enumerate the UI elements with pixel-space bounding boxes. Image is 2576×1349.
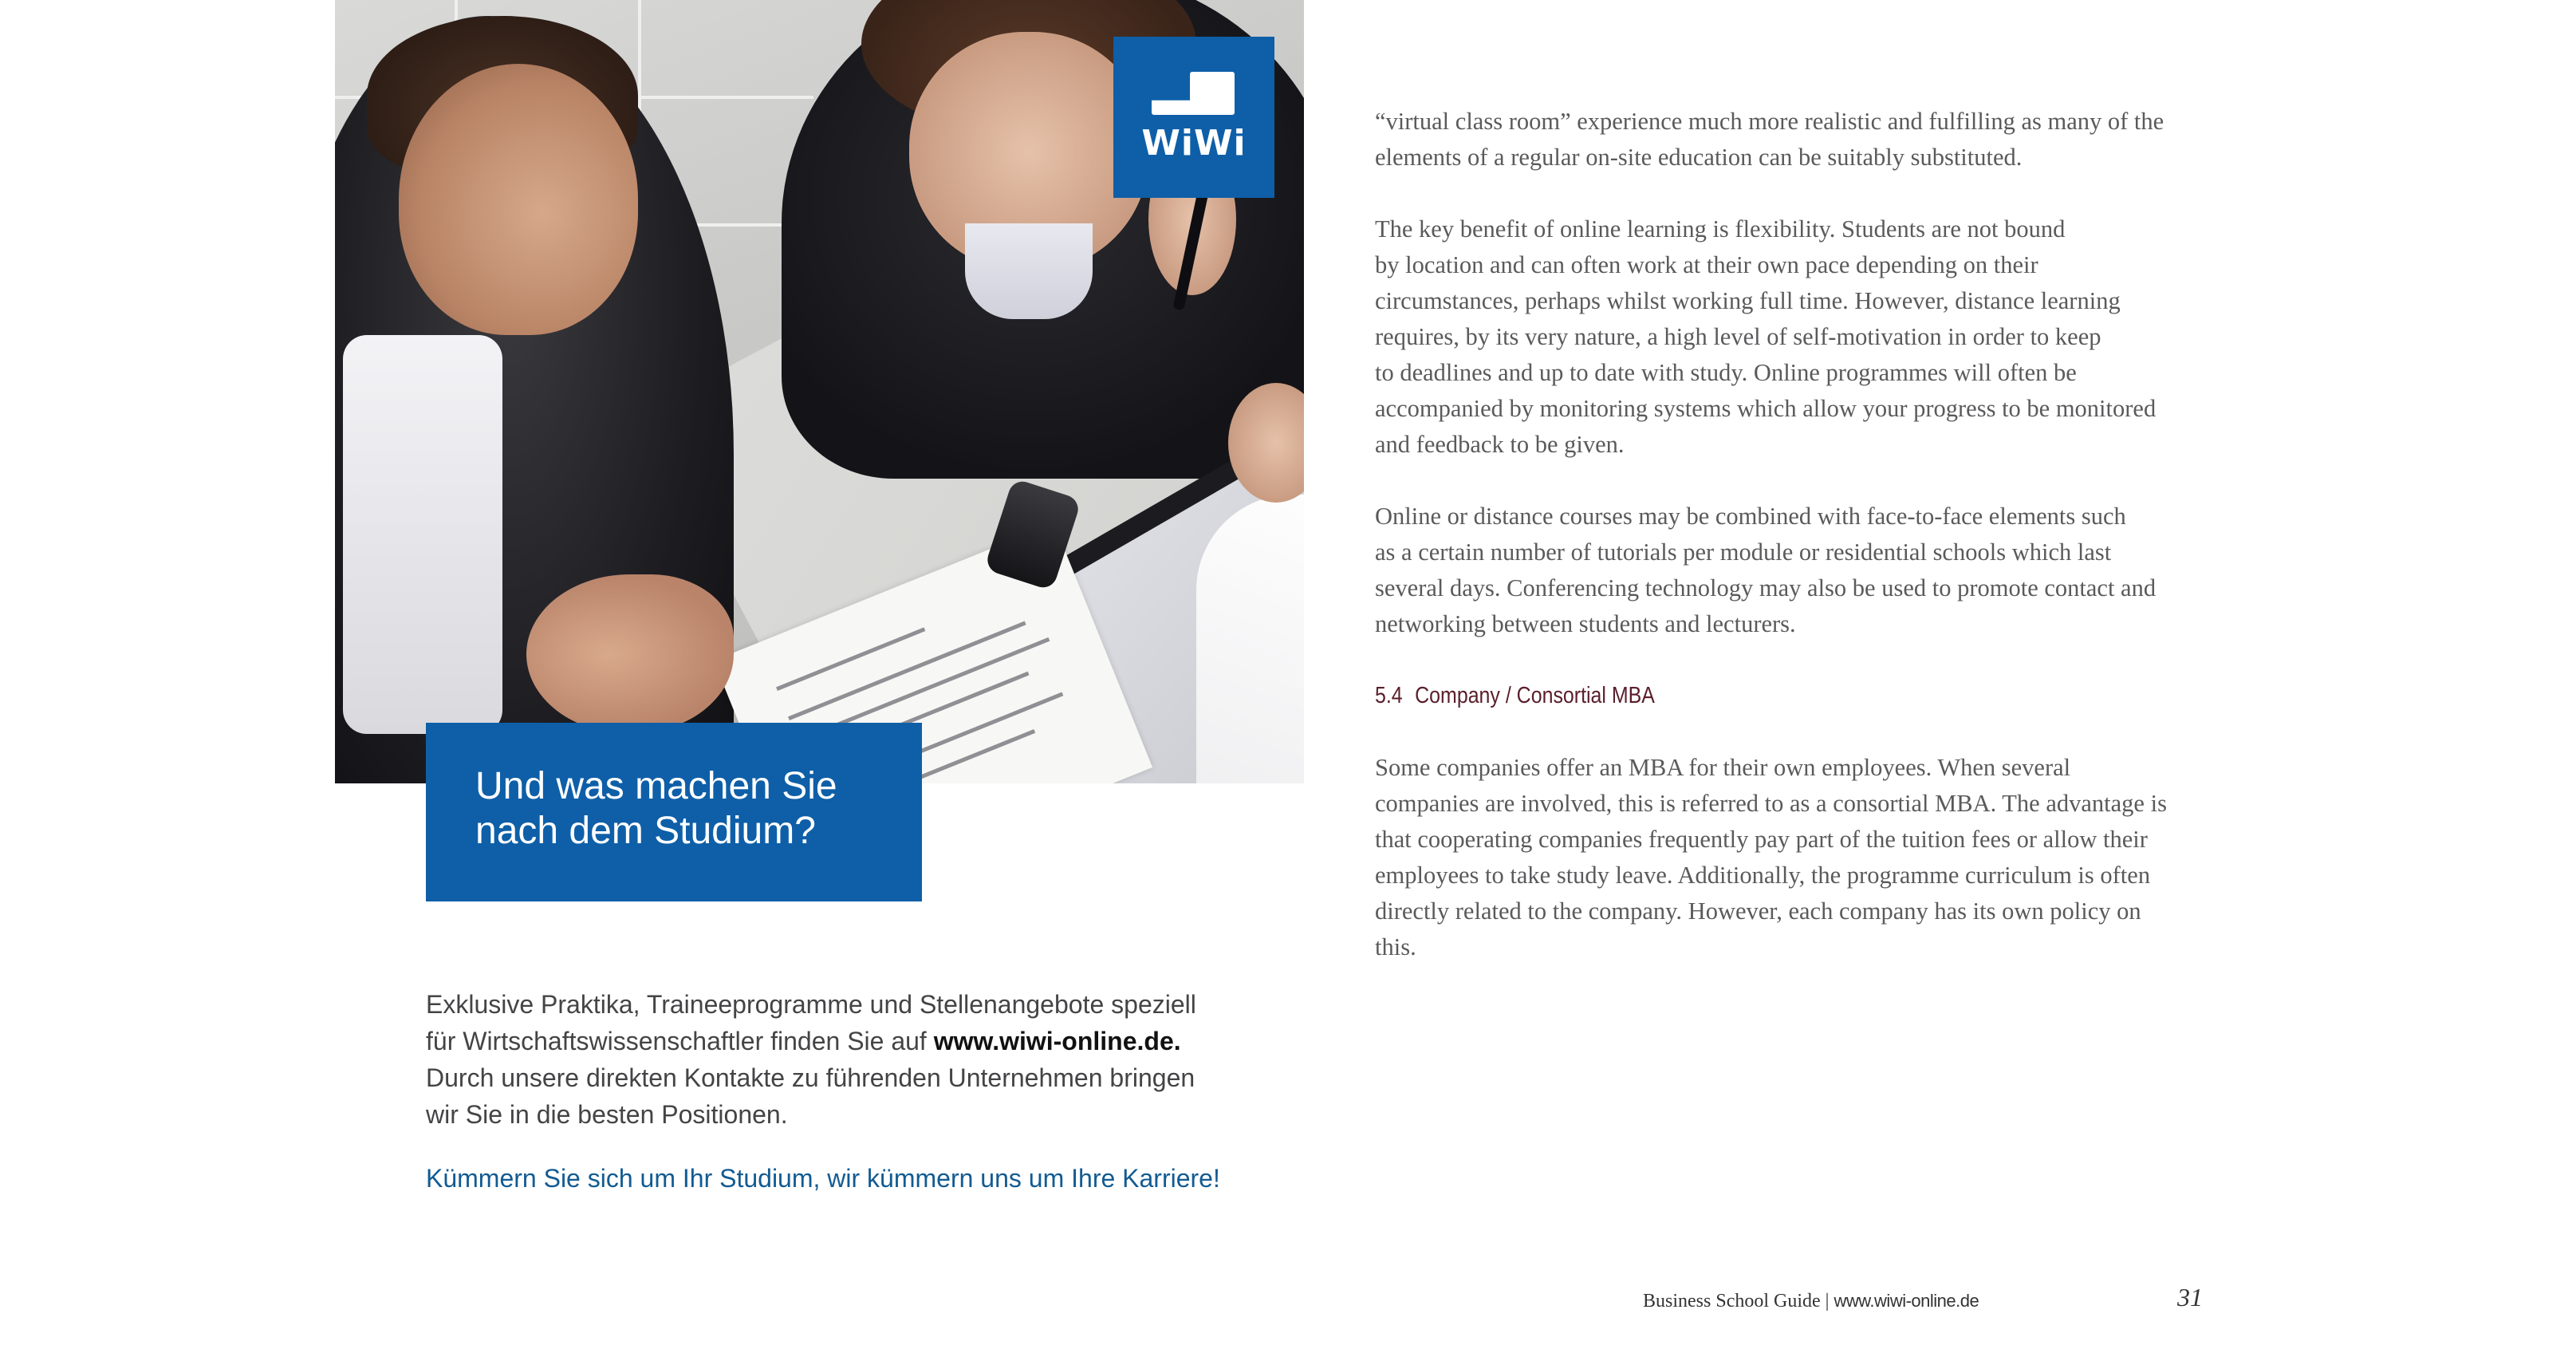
- article-line: Some companies offer an MBA for their own employees. When several: [1375, 754, 2071, 781]
- article-line: directly related to the company. However, each company has its own policy on: [1375, 897, 2141, 925]
- article-paragraph: [1375, 499, 2220, 642]
- article-line: companies are involved, this is referred to as a consortial MBA. The advantage is: [1375, 790, 2167, 817]
- article-line: employees to take study leave. Additionally, the programme curriculum is often: [1375, 862, 2151, 889]
- wiwi-logo-mark: [1152, 94, 1235, 115]
- ad-body-line: Durch unsere direkten Kontakte zu führenden Unternehmen bringen: [426, 1063, 1195, 1092]
- article-line: “virtual class room” experience much more realistic and fulfilling as many of the: [1375, 108, 2164, 135]
- article-line: accompanied by monitoring systems which allow your progress to be monitored: [1375, 395, 2157, 422]
- article-paragraph: [1375, 104, 2220, 176]
- article-line: that cooperating companies frequently pay part of the tuition fees or allow their: [1375, 826, 2148, 853]
- article-paragraph: [1375, 750, 2220, 965]
- article-line: The key benefit of online learning is flexibility. Students are not bound: [1375, 215, 2066, 243]
- article-line: elements of a regular on-site education can be suitably substituted.: [1375, 144, 2023, 171]
- ad-body-line-text: für Wirtschaftswissenschaftler finden Sie auf: [426, 1027, 934, 1055]
- article-line: several days. Conferencing technology may also be used to promote contact and: [1375, 574, 2157, 602]
- ad-headline-line: Und was machen Sie: [475, 765, 837, 807]
- ad-headline: [426, 723, 922, 901]
- article-line: networking between students and lecturers.: [1375, 610, 1796, 637]
- article-line: Online or distance courses may be combined with face-to-face elements such: [1375, 503, 2126, 530]
- paper-sheet-right: [1196, 495, 1304, 783]
- wiwi-logo-text: WiWi: [1141, 123, 1247, 164]
- man-face: [399, 64, 638, 335]
- ad-body-line: Exklusive Praktika, Traineeprogramme und Stellenangebote speziell: [426, 990, 1196, 1019]
- article-line: circumstances, perhaps whilst working full time. However, distance learning: [1375, 287, 2121, 314]
- footer-guide-title: Business School Guide: [1643, 1291, 1821, 1312]
- footer-separator: |: [1825, 1291, 1830, 1312]
- section-number: 5.4: [1375, 683, 1403, 708]
- article-line: and feedback to be given.: [1375, 431, 1625, 458]
- article-line: by location and can often work at their own pace depending on their: [1375, 251, 2038, 278]
- ad-url-link[interactable]: www.wiwi-online.de.: [933, 1027, 1181, 1055]
- ad-body-line: wir Sie in die besten Positionen.: [426, 1100, 788, 1129]
- article-line: requires, by its very nature, a high level of self-motivation in order to keep: [1375, 323, 2101, 350]
- ad-headline-line: nach dem Studium?: [475, 810, 816, 852]
- article-paragraph: [1375, 211, 2220, 463]
- article-line: this.: [1375, 933, 1416, 960]
- article-line: to deadlines and up to date with study. Online programmes will often be: [1375, 359, 2077, 386]
- article-line: as a certain number of tutorials per module or residential schools which last: [1375, 538, 2112, 566]
- man-shirt: [343, 335, 502, 734]
- section-heading: [1375, 678, 2102, 714]
- ad-body-line: [426, 1023, 1319, 1059]
- article: [1375, 104, 2220, 1001]
- footer-url[interactable]: www.wiwi-online.de: [1834, 1291, 1979, 1311]
- wiwi-logo: [1113, 37, 1274, 198]
- page-number: 31: [2177, 1283, 2203, 1312]
- section-title: Company / Consortial MBA: [1415, 683, 1655, 708]
- ad-body: [426, 986, 1319, 1133]
- paper-text-line: [776, 627, 925, 691]
- page-footer: [1643, 1291, 2201, 1312]
- man-hand: [526, 574, 734, 734]
- ad-slogan: Kümmern Sie sich um Ihr Studium, wir kümmern uns um Ihre Karriere!: [426, 1164, 1220, 1193]
- woman-blouse: [965, 223, 1093, 319]
